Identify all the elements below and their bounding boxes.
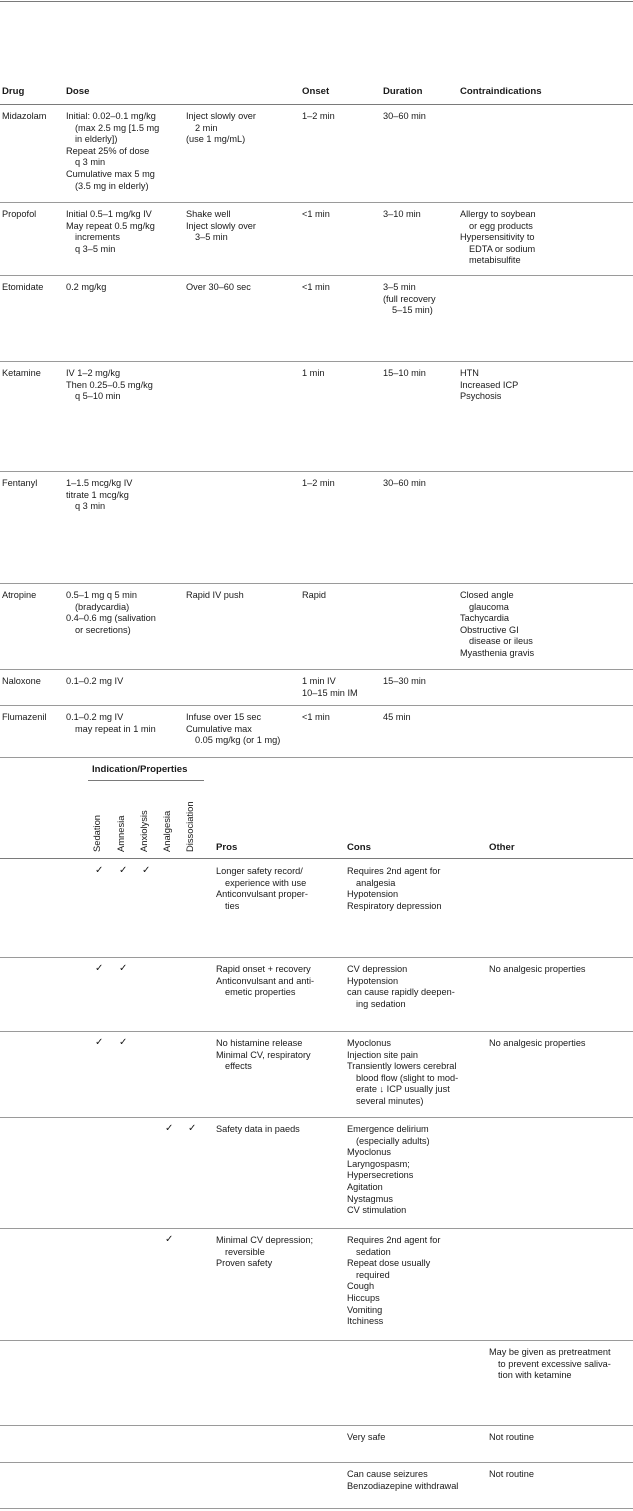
- dose-cell-line: q 3 min: [75, 501, 106, 512]
- pros-cell-line: Minimal CV, respiratory: [216, 1049, 311, 1060]
- cons-cell: [347, 866, 441, 912]
- cons-cell: [347, 1432, 385, 1444]
- pros-cell-line: effects: [225, 1061, 252, 1072]
- row-divider: [0, 757, 633, 758]
- row-divider: [0, 104, 633, 105]
- other-cell-line: to prevent excessive saliva-: [498, 1358, 611, 1369]
- cons-cell-line: Vomiting: [347, 1304, 383, 1315]
- pros-cell-line: Anticonvulsant proper-: [216, 889, 308, 900]
- dose-cell: [66, 712, 156, 735]
- onset-cell-line: <1 min: [302, 712, 330, 722]
- indication-column-dissociation: Dissociation: [184, 801, 195, 852]
- dose-cell-line: Then 0.25–0.5 mg/kg: [66, 379, 153, 390]
- other-cell: [489, 1469, 534, 1481]
- cons-cell-line: Very safe: [347, 1432, 386, 1442]
- cons-cell-line: Hypersecretions: [347, 1170, 414, 1181]
- administration-cell-line: Inject slowly over: [186, 111, 256, 121]
- dose-cell-line: Initial 0.5–1 mg/kg IV: [66, 209, 152, 219]
- row-divider: [0, 1, 633, 2]
- row-divider: [0, 957, 633, 958]
- header-pros: Pros: [216, 842, 238, 853]
- row-divider: [0, 669, 633, 670]
- administration-cell: [186, 282, 251, 294]
- other-cell-line: May be given as pretreatment: [489, 1347, 611, 1357]
- contraindications-cell-line: or egg products: [469, 220, 533, 231]
- duration-cell-line: 45 min: [383, 712, 411, 722]
- contraindications-cell-line: Closed angle: [460, 590, 514, 600]
- pros-cell: [216, 1235, 313, 1270]
- cons-cell-line: Requires 2nd agent for: [347, 1235, 441, 1245]
- row-divider: [0, 202, 633, 203]
- contraindications-cell: [460, 368, 518, 403]
- onset-cell: [302, 209, 330, 221]
- row-divider: [0, 1340, 633, 1341]
- pros-cell-line: Proven safety: [216, 1258, 273, 1269]
- cons-cell-line: Respiratory depression: [347, 900, 442, 911]
- drug-name: Propofol: [2, 209, 37, 219]
- pros-cell-line: Rapid onset + recovery: [216, 964, 311, 974]
- contraindications-cell-line: Increased ICP: [460, 379, 519, 390]
- row-divider: [0, 361, 633, 362]
- check-mark: ✓: [188, 1123, 197, 1134]
- pros-cell-line: Longer safety record/: [216, 866, 303, 876]
- pros-cell-line: ties: [225, 900, 240, 911]
- contraindications-cell-line: Psychosis: [460, 391, 502, 402]
- other-cell: [489, 1038, 586, 1050]
- cons-cell-line: can cause rapidly deepen-: [347, 987, 455, 998]
- contraindications-cell-line: EDTA or sodium: [469, 243, 536, 254]
- duration-cell: [383, 712, 411, 724]
- dose-cell-line: titrate 1 mcg/kg: [66, 489, 129, 500]
- check-mark: ✓: [165, 1234, 174, 1245]
- dose-cell-line: Initial: 0.02–0.1 mg/kg: [66, 111, 156, 121]
- header-drug: Drug: [2, 86, 25, 97]
- drug-name: Ketamine: [2, 368, 41, 378]
- cons-cell-line: Can cause seizures: [347, 1469, 428, 1479]
- row-divider: [0, 705, 633, 706]
- duration-cell-line: 3–10 min: [383, 209, 421, 219]
- row-divider: [0, 471, 633, 472]
- cons-cell-line: Emergence delirium: [347, 1124, 429, 1134]
- duration-cell-line: 30–60 min: [383, 478, 426, 488]
- dose-cell-line: (3.5 mg in elderly): [75, 180, 149, 191]
- dose-cell-line: 0.4–0.6 mg (salivation: [66, 613, 156, 624]
- header-onset: Onset: [302, 86, 330, 97]
- pros-cell: [216, 866, 308, 912]
- indication-properties-title: Indication/Properties: [92, 764, 188, 775]
- duration-cell-line: 15–10 min: [383, 368, 426, 378]
- contraindications-cell: [460, 590, 534, 660]
- cons-cell-line: ing sedation: [356, 998, 406, 1009]
- onset-cell: [302, 676, 358, 699]
- dose-cell-line: (max 2.5 mg [1.5 mg: [75, 122, 160, 133]
- drug-name: Etomidate: [2, 282, 44, 292]
- cons-cell-line: CV stimulation: [347, 1205, 407, 1216]
- dose-cell-line: IV 1–2 mg/kg: [66, 368, 121, 378]
- onset-cell: [302, 368, 324, 380]
- administration-cell-line: Infuse over 15 sec: [186, 712, 262, 722]
- cons-cell-line: Hypotension: [347, 975, 399, 986]
- dose-cell: [66, 676, 123, 688]
- dose-cell: [66, 282, 106, 294]
- cons-cell-line: Myoclonus: [347, 1038, 391, 1048]
- onset-cell-line: 1 min IV: [302, 676, 336, 686]
- dose-cell: [66, 209, 155, 255]
- administration-cell-line: Rapid IV push: [186, 590, 244, 600]
- onset-cell-line: 1 min: [302, 368, 325, 378]
- drug-name: Fentanyl: [2, 478, 38, 488]
- pros-cell-line: Minimal CV depression;: [216, 1235, 314, 1245]
- contraindications-cell-line: Allergy to soybean: [460, 209, 536, 219]
- onset-cell-line: <1 min: [302, 282, 330, 292]
- dose-cell: [66, 590, 156, 636]
- cons-cell-line: Nystagmus: [347, 1193, 393, 1204]
- indication-column-analgesia: Analgesia: [161, 810, 172, 852]
- dose-cell: [66, 368, 153, 403]
- drug-name: Naloxone: [2, 676, 41, 686]
- pros-cell-line: emetic properties: [225, 987, 296, 998]
- duration-cell: [383, 368, 426, 380]
- contraindications-cell-line: metabisulfite: [469, 255, 521, 266]
- administration-cell-line: 3–5 min: [195, 232, 228, 243]
- cons-cell-line: CV depression: [347, 964, 408, 974]
- header-duration: Duration: [383, 86, 423, 97]
- onset-cell-line: 1–2 min: [302, 111, 335, 121]
- cons-cell-line: erate ↓ ICP usually just: [356, 1084, 450, 1095]
- row-divider: [0, 1508, 633, 1509]
- dose-cell-line: 0.1–0.2 mg IV: [66, 712, 124, 722]
- cons-cell-line: Requires 2nd agent for: [347, 866, 441, 876]
- dose-cell-line: q 5–10 min: [75, 391, 121, 402]
- contraindications-cell-line: Hypersensitivity to: [460, 232, 535, 243]
- duration-cell: [383, 478, 426, 490]
- dose-cell-line: 0.2 mg/kg: [66, 282, 107, 292]
- check-mark: ✓: [119, 865, 128, 876]
- indication-column-amnesia: Amnesia: [115, 815, 126, 852]
- dose-cell-line: Repeat 25% of dose: [66, 145, 150, 156]
- dose-cell-line: Cumulative max 5 mg: [66, 168, 155, 179]
- dose-cell-line: 1–1.5 mcg/kg IV: [66, 478, 133, 488]
- contraindications-cell-line: Obstructive GI: [460, 624, 519, 635]
- administration-cell: [186, 111, 256, 146]
- cons-cell: [347, 964, 455, 1010]
- other-cell-line: tion with ketamine: [498, 1370, 572, 1381]
- cons-cell-line: Laryngospasm;: [347, 1158, 410, 1169]
- onset-cell: [302, 478, 335, 490]
- indication-column-anxiolysis: Anxiolysis: [138, 810, 149, 852]
- dose-cell-line: q 3–5 min: [75, 243, 116, 254]
- administration-cell-line: 0.05 mg/kg (or 1 mg): [195, 735, 281, 746]
- row-divider: [0, 1462, 633, 1463]
- contraindications-cell-line: Myasthenia gravis: [460, 647, 535, 658]
- header-other: Other: [489, 842, 515, 853]
- dose-cell-line: 0.5–1 mg q 5 min: [66, 590, 137, 600]
- drug-name: Midazolam: [2, 111, 47, 121]
- administration-cell-line: Cumulative max: [186, 723, 252, 734]
- dose-cell-line: q 3 min: [75, 157, 106, 168]
- row-divider: [0, 1031, 633, 1032]
- contraindications-cell: [460, 209, 536, 267]
- duration-cell: [383, 676, 426, 688]
- dose-cell: [66, 111, 159, 192]
- header-cons: Cons: [347, 842, 371, 853]
- onset-cell: [302, 712, 330, 724]
- indication-title-rule: [88, 780, 204, 781]
- other-cell: [489, 1432, 534, 1444]
- onset-cell: [302, 282, 330, 294]
- cons-cell-line: Itchiness: [347, 1316, 384, 1327]
- administration-cell: [186, 712, 280, 747]
- cons-cell-line: Benzodiazepine withdrawal: [347, 1480, 459, 1491]
- administration-cell: [186, 590, 244, 602]
- onset-cell-line: 1–2 min: [302, 478, 335, 488]
- duration-cell: [383, 209, 421, 221]
- row-divider: [0, 1117, 633, 1118]
- row-divider: [0, 858, 633, 859]
- administration-cell-line: (use 1 mg/mL): [186, 134, 246, 145]
- administration-cell-line: Inject slowly over: [186, 220, 256, 231]
- administration-cell-line: Shake well: [186, 209, 231, 219]
- duration-cell: [383, 282, 436, 317]
- row-divider: [0, 275, 633, 276]
- drug-name: Flumazenil: [2, 712, 47, 722]
- cons-cell-line: Injection site pain: [347, 1049, 418, 1060]
- cons-cell-line: Hiccups: [347, 1292, 380, 1303]
- dose-cell-line: increments: [75, 232, 120, 243]
- duration-cell-line: 15–30 min: [383, 676, 426, 686]
- contraindications-cell-line: glaucoma: [469, 601, 509, 612]
- check-mark: ✓: [119, 1037, 128, 1048]
- duration-cell: [383, 111, 426, 123]
- cons-cell: [347, 1038, 458, 1108]
- pros-cell-line: Safety data in paeds: [216, 1124, 300, 1134]
- pros-cell-line: reversible: [225, 1246, 265, 1257]
- dose-cell-line: or secretions): [75, 624, 131, 635]
- row-divider: [0, 583, 633, 584]
- cons-cell: [347, 1235, 440, 1328]
- row-divider: [0, 1228, 633, 1229]
- cons-cell-line: required: [356, 1269, 390, 1280]
- onset-cell-line: <1 min: [302, 209, 330, 219]
- cons-cell-line: blood flow (slight to mod-: [356, 1072, 459, 1083]
- check-mark: ✓: [119, 963, 128, 974]
- row-divider: [0, 1425, 633, 1426]
- contraindications-cell-line: Tachycardia: [460, 613, 510, 624]
- cons-cell-line: sedation: [356, 1246, 391, 1257]
- header-contraindications: Contraindications: [460, 86, 542, 97]
- cons-cell-line: Hypotension: [347, 889, 399, 900]
- dose-cell-line: 0.1–0.2 mg IV: [66, 676, 124, 686]
- cons-cell: [347, 1469, 458, 1492]
- administration-cell-line: 2 min: [195, 122, 218, 133]
- pros-cell: [216, 1124, 300, 1136]
- onset-cell-line: 10–15 min IM: [302, 687, 358, 698]
- pros-cell: [216, 1038, 311, 1073]
- onset-cell: [302, 111, 335, 123]
- dose-cell-line: (bradycardia): [75, 601, 130, 612]
- pros-cell-line: Anticonvulsant and anti-: [216, 975, 315, 986]
- check-mark: ✓: [95, 1037, 104, 1048]
- dose-cell-line: in elderly]): [75, 134, 118, 145]
- drug-name: Atropine: [2, 590, 37, 600]
- pros-cell-line: No histamine release: [216, 1038, 303, 1048]
- onset-cell-line: Rapid: [302, 590, 327, 600]
- administration-cell: [186, 209, 256, 244]
- cons-cell-line: Repeat dose usually: [347, 1258, 431, 1269]
- check-mark: ✓: [95, 963, 104, 974]
- other-cell-line: Not routine: [489, 1469, 534, 1479]
- cons-cell-line: Agitation: [347, 1181, 383, 1192]
- cons-cell: [347, 1124, 430, 1217]
- other-cell: [489, 1347, 611, 1382]
- dose-cell-line: May repeat 0.5 mg/kg: [66, 220, 155, 231]
- check-mark: ✓: [142, 865, 151, 876]
- header-dose: Dose: [66, 86, 90, 97]
- onset-cell: [302, 590, 326, 602]
- other-cell-line: No analgesic properties: [489, 1038, 586, 1048]
- dose-cell-line: may repeat in 1 min: [75, 723, 156, 734]
- pros-cell: [216, 964, 314, 999]
- other-cell-line: No analgesic properties: [489, 964, 586, 974]
- duration-cell-line: (full recovery: [383, 293, 436, 304]
- other-cell-line: Not routine: [489, 1432, 534, 1442]
- duration-cell-line: 5–15 min): [392, 305, 433, 316]
- dose-cell: [66, 478, 132, 513]
- cons-cell-line: Cough: [347, 1281, 375, 1292]
- duration-cell-line: 30–60 min: [383, 111, 426, 121]
- administration-cell-line: Over 30–60 sec: [186, 282, 251, 292]
- pros-cell-line: experience with use: [225, 877, 307, 888]
- cons-cell-line: Myoclonus: [347, 1147, 391, 1158]
- duration-cell-line: 3–5 min: [383, 282, 416, 292]
- cons-cell-line: (especially adults): [356, 1135, 430, 1146]
- cons-cell-line: several minutes): [356, 1095, 424, 1106]
- check-mark: ✓: [165, 1123, 174, 1134]
- other-cell: [489, 964, 586, 976]
- cons-cell-line: Transiently lowers cerebral: [347, 1061, 457, 1072]
- contraindications-cell-line: HTN: [460, 368, 479, 378]
- check-mark: ✓: [95, 865, 104, 876]
- contraindications-cell-line: disease or ileus: [469, 636, 533, 647]
- indication-column-sedation: Sedation: [91, 814, 102, 852]
- cons-cell-line: analgesia: [356, 877, 396, 888]
